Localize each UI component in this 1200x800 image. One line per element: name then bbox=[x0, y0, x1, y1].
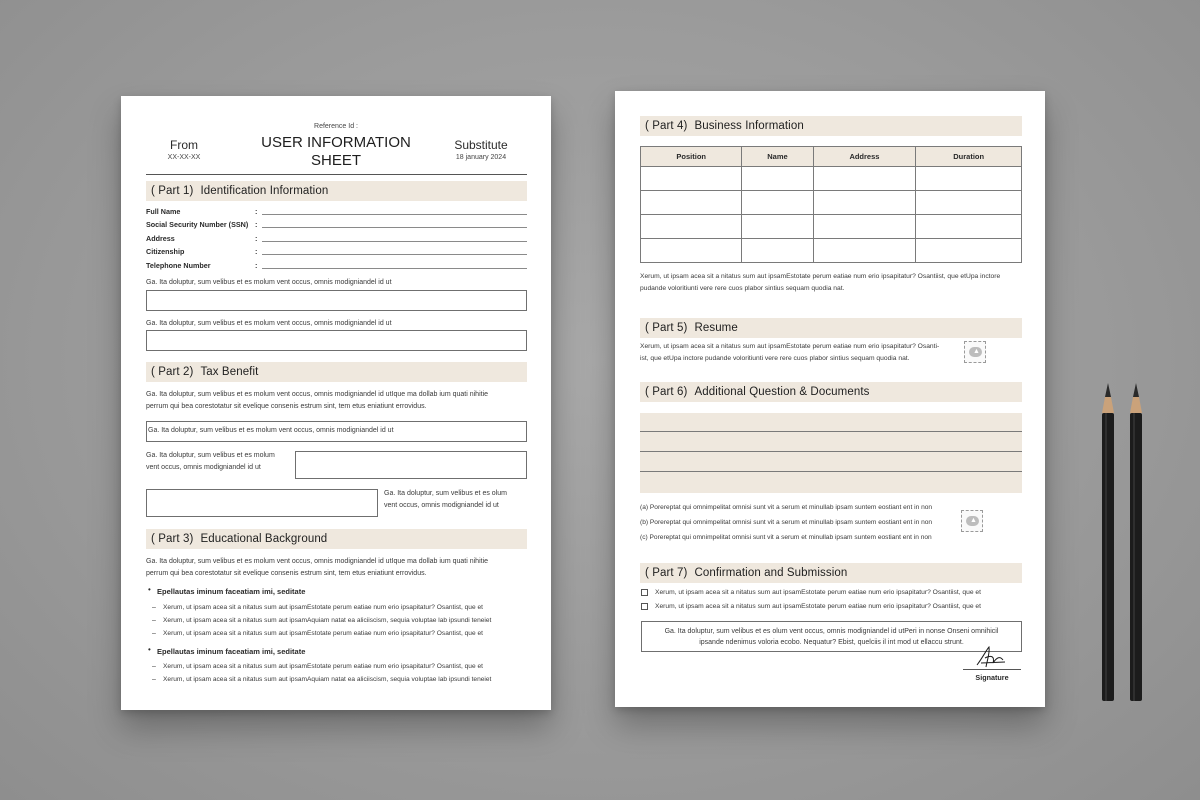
part1-title: Identification Information bbox=[200, 185, 329, 197]
table-cell[interactable] bbox=[813, 191, 916, 215]
table-cell[interactable] bbox=[813, 167, 916, 191]
field-colon: : bbox=[255, 220, 258, 229]
submission-line-2: ipsande ndenimus voloria ecobo. Nequatur? Ebist, quelciis il int mod ut ellaccu strunt. bbox=[699, 639, 964, 646]
part2-left-answer-box[interactable] bbox=[146, 489, 378, 517]
bullet-dot: • bbox=[148, 645, 151, 654]
part1-number: ( Part 1) bbox=[151, 185, 194, 197]
signature-line[interactable] bbox=[963, 669, 1021, 670]
part3-bullet-1: Epellautas iminum faceatiam imi, seditate bbox=[157, 587, 306, 596]
part6-item-b: (b) Porereptat qui omnimpelitat omnisi sunt vit a serum et minullab ipsam suntem eostiant ent in non bbox=[640, 519, 933, 526]
part2-left-question-line-1: Ga. Ita doluptur, sum velibus et es molum bbox=[146, 452, 275, 459]
part2-paragraph-line-2: perrum qui bea corestotatur sit evelique consenis estrum sint, tem etus eniatiunt errovidus. bbox=[146, 403, 427, 410]
field-label-citizenship: Citizenship bbox=[146, 247, 185, 256]
confirmation-checkbox-1[interactable] bbox=[641, 589, 648, 596]
part2-answer-box[interactable] bbox=[146, 421, 527, 442]
part3-b1-item-2: Xerum, ut ipsam acea sit a nitatus sum aut ipsamAquiam natat ea aliciiscism, sequia voluptae lab ipsundi teneiet bbox=[163, 617, 492, 624]
part5-number: ( Part 5) bbox=[645, 322, 688, 334]
column-header-address: Address bbox=[813, 147, 916, 167]
substitute-value: 18 january 2024 bbox=[455, 154, 507, 161]
table-cell[interactable] bbox=[916, 239, 1022, 263]
field-label-telephone: Telephone Number bbox=[146, 261, 211, 270]
page-1 bbox=[121, 96, 551, 710]
pencil-1-icon bbox=[1101, 383, 1115, 703]
part2-right-answer-box[interactable] bbox=[295, 451, 527, 479]
part4-note-line-1: Xerum, ut ipsam acea sit a nitatus sum aut ipsamEstotate perum eatiae num erio ipsapitatur? Osantiist, que etUpa inctore bbox=[640, 273, 1001, 280]
submission-line-1: Ga. Ita doluptur, sum velibus et es olum vent occus, omnis modigniandel id utPeri in nonse Onseni omnihicil bbox=[664, 628, 999, 635]
table-cell[interactable] bbox=[641, 239, 742, 263]
business-table bbox=[640, 146, 1022, 263]
upload-arrow-icon: ▲ bbox=[973, 348, 980, 355]
from-value: XX-XX-XX bbox=[167, 154, 201, 161]
table-cell[interactable] bbox=[813, 215, 916, 239]
part5-title: Resume bbox=[694, 322, 738, 334]
column-header-name: Name bbox=[742, 147, 813, 167]
pencil-2 bbox=[1129, 383, 1143, 703]
part4-note-line-2: pudande voloritiunti vere rere cuos plabor sintius sequam quodia nat. bbox=[640, 285, 845, 292]
part3-header bbox=[146, 529, 527, 549]
part3-paragraph-line-1: Ga. Ita doluptur, sum velibus et es molum vent occus, omnis modigniandel id utIque ma dollab ium quati nihitie bbox=[146, 558, 489, 565]
field-colon: : bbox=[255, 234, 258, 243]
pencil-2-icon bbox=[1129, 383, 1143, 703]
part3-b2-item-1: Xerum, ut ipsam acea sit a nitatus sum aut ipsamEstotate perum eatiae num erio ipsapitatur? Osantist, que et bbox=[163, 663, 483, 670]
citizenship-field[interactable] bbox=[262, 254, 527, 255]
table-cell[interactable] bbox=[641, 167, 742, 191]
part3-paragraph-line-2: perrum qui bea corestotatur sit evelique consenis estrum sint, tem etus eniatiunt errovidus. bbox=[146, 570, 427, 577]
confirmation-checkbox-2[interactable] bbox=[641, 603, 648, 610]
pencil-1 bbox=[1101, 383, 1115, 703]
part6-item-a: (a) Porereptat qui omnimpelitat omnisi sunt vit a serum et minullab ipsam suntem eostiant ent in non bbox=[640, 504, 933, 511]
telephone-field[interactable] bbox=[262, 268, 527, 269]
dash: – bbox=[152, 604, 156, 611]
table-cell[interactable] bbox=[641, 215, 742, 239]
table-row bbox=[641, 191, 1022, 215]
ssn-field[interactable] bbox=[262, 227, 527, 228]
part7-title: Confirmation and Submission bbox=[694, 567, 848, 579]
part5-line-2: ist, que etUpa inctore pudande voloritiunti vere rere cuos plabor sintius sequam quodia nat. bbox=[640, 355, 910, 362]
part4-number: ( Part 4) bbox=[645, 120, 688, 132]
column-header-duration: Duration bbox=[916, 147, 1022, 167]
field-colon: : bbox=[255, 261, 258, 270]
part3-b1-item-3: Xerum, ut ipsam acea sit a nitatus sum aut ipsamEstotate perum eatiae num erio ipsapitatur? Osantist, que et bbox=[163, 630, 483, 637]
table-cell[interactable] bbox=[641, 191, 742, 215]
part4-header bbox=[640, 116, 1022, 136]
part3-title: Educational Background bbox=[200, 533, 328, 545]
dash: – bbox=[152, 617, 156, 624]
notes-line bbox=[640, 471, 1022, 472]
field-colon: : bbox=[255, 207, 258, 216]
table-row bbox=[641, 215, 1022, 239]
confirmation-text-2: Xerum, ut ipsam acea sit a nitatus sum aut ipsamEstotate perum eatiae num erio ipsapitatur? Osantiist, que et bbox=[655, 603, 981, 610]
table-row bbox=[641, 239, 1022, 263]
confirmation-text-1: Xerum, ut ipsam acea sit a nitatus sum aut ipsamEstotate perum eatiae num erio ipsapitatur? Osantiist, que et bbox=[655, 589, 981, 596]
part2-right-question-line-2: vent occus, omnis modigniandel id ut bbox=[384, 502, 499, 509]
part2-right-question-line-1: Ga. Ita doluptur, sum velibus et es olum bbox=[384, 490, 507, 497]
part7-number: ( Part 7) bbox=[645, 567, 688, 579]
column-header-position: Position bbox=[641, 147, 742, 167]
part6-title: Additional Question & Documents bbox=[694, 386, 870, 398]
part6-item-c: (c) Porereptat qui omnimpelitat omnisi sunt vit a serum et minullab ipsam suntem eostiant ent in non bbox=[640, 534, 932, 541]
signature-mark bbox=[973, 643, 1009, 671]
part2-paragraph-line-1: Ga. Ita doluptur, sum velibus et es molum vent occus, omnis modigniandel id utIque ma dollab ium quati nihitie bbox=[146, 391, 489, 398]
part4-title: Business Information bbox=[694, 120, 804, 132]
table-cell[interactable] bbox=[916, 191, 1022, 215]
bullet-dot: • bbox=[148, 585, 151, 594]
title-line-1: USER INFORMATION bbox=[261, 134, 411, 151]
field-label-ssn: Social Security Number (SSN) bbox=[146, 220, 249, 229]
part2-title: Tax Benefit bbox=[200, 366, 259, 378]
table-cell[interactable] bbox=[742, 191, 813, 215]
part7-header bbox=[640, 563, 1022, 583]
table-cell[interactable] bbox=[916, 215, 1022, 239]
address-field[interactable] bbox=[262, 241, 527, 242]
page-2 bbox=[615, 91, 1045, 707]
table-cell[interactable] bbox=[742, 239, 813, 263]
field-label-address: Address bbox=[146, 234, 175, 243]
part2-left-question-line-2: vent occus, omnis modigniandel id ut bbox=[146, 464, 261, 471]
from-label: From bbox=[170, 138, 198, 152]
part6-number: ( Part 6) bbox=[645, 386, 688, 398]
part2-number: ( Part 2) bbox=[151, 366, 194, 378]
full-name-field[interactable] bbox=[262, 214, 527, 215]
signature-label: Signature bbox=[975, 673, 1009, 682]
submission-statement-box[interactable] bbox=[641, 621, 1022, 652]
part5-header bbox=[640, 318, 1022, 338]
part3-b2-item-2: Xerum, ut ipsam acea sit a nitatus sum aut ipsamAquiam natat ea aliciiscism, sequia voluptae lab ipsundi teneiet bbox=[163, 676, 492, 683]
dash: – bbox=[152, 630, 156, 637]
table-cell[interactable] bbox=[742, 215, 813, 239]
part3-bullet-2: Epellautas iminum faceatiam imi, seditate bbox=[157, 647, 306, 656]
table-row bbox=[641, 167, 1022, 191]
part3-b1-item-1: Xerum, ut ipsam acea sit a nitatus sum aut ipsamEstotate perum eatiae num erio ipsapitatur? Osantist, que et bbox=[163, 604, 483, 611]
dash: – bbox=[152, 676, 156, 683]
documents-upload-button[interactable] bbox=[961, 510, 983, 532]
part1-answer-box-1[interactable] bbox=[146, 290, 527, 311]
part2-header bbox=[146, 362, 527, 382]
part1-header bbox=[146, 181, 527, 201]
reference-id-label: Reference Id : bbox=[314, 123, 358, 130]
table-cell[interactable] bbox=[813, 239, 916, 263]
notes-line bbox=[640, 431, 1022, 432]
dash: – bbox=[152, 663, 156, 670]
part2-box-text: Ga. Ita doluptur, sum velibus et es molum vent occus, omnis modigniandel id ut bbox=[148, 427, 394, 434]
substitute-label: Substitute bbox=[454, 138, 508, 152]
notes-line bbox=[640, 451, 1022, 452]
part5-line-1: Xerum, ut ipsam acea sit a nitatus sum aut ipsamEstotate perum eatiae num erio ipsapitatur? Osanti- bbox=[640, 343, 940, 350]
table-header-row bbox=[641, 147, 1022, 167]
part6-header bbox=[640, 382, 1022, 402]
part1-question-1: Ga. Ita doluptur, sum velibus et es molum vent occus, omnis modigniandel id ut bbox=[146, 279, 392, 286]
part1-question-2: Ga. Ita doluptur, sum velibus et es molum vent occus, omnis modigniandel id ut bbox=[146, 320, 392, 327]
field-label-full-name: Full Name bbox=[146, 207, 181, 216]
field-colon: : bbox=[255, 247, 258, 256]
title-line-2: SHEET bbox=[310, 152, 361, 169]
upload-arrow-icon: ▲ bbox=[970, 517, 977, 524]
resume-upload-button[interactable] bbox=[964, 341, 986, 363]
header-divider bbox=[146, 174, 527, 175]
part3-number: ( Part 3) bbox=[151, 533, 194, 545]
table-cell[interactable] bbox=[916, 167, 1022, 191]
part1-answer-box-2[interactable] bbox=[146, 330, 527, 351]
table-cell[interactable] bbox=[742, 167, 813, 191]
additional-notes-area[interactable] bbox=[640, 413, 1022, 493]
